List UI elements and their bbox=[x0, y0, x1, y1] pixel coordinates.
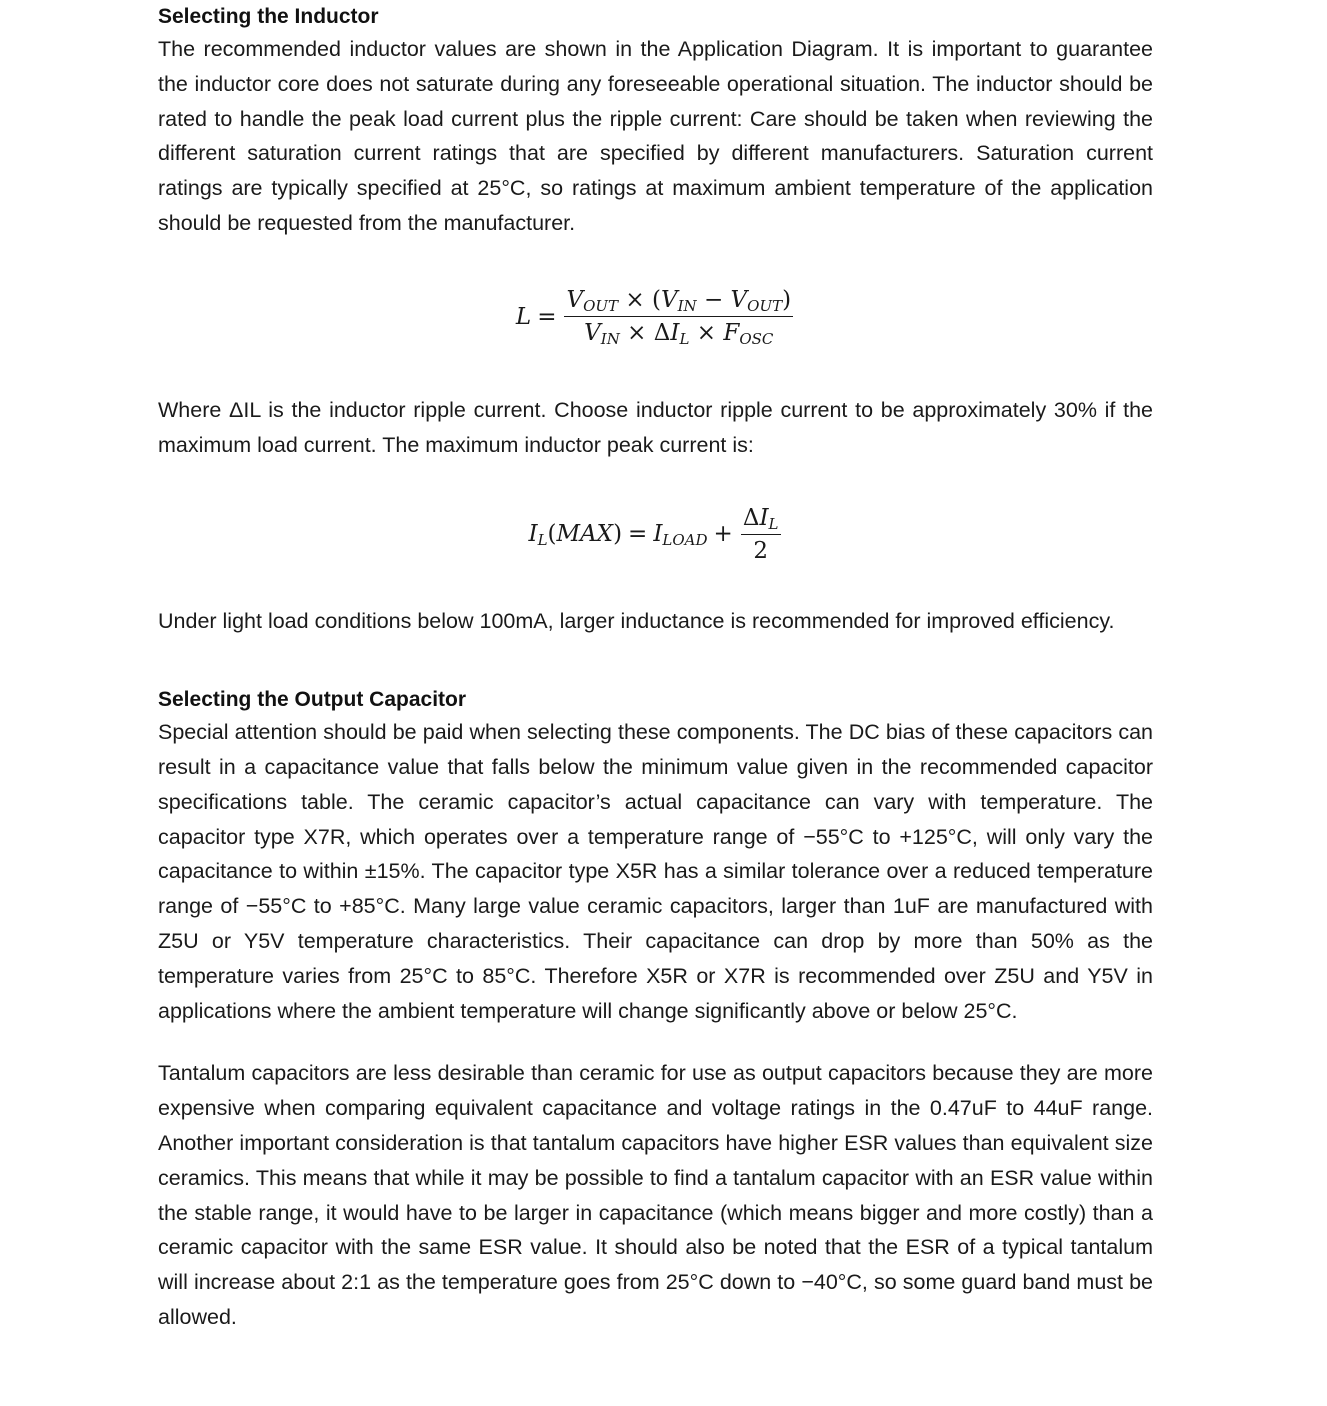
eq2-fraction bbox=[741, 505, 781, 564]
eq2-denominator: 2 bbox=[753, 537, 768, 564]
ripple-current-paragraph: Where ΔIL is the inductor ripple current. Choose inductor ripple current to be approximately 30% if the maximum load current. The maximum inductor peak current is: bbox=[158, 397, 1153, 457]
eq1-denominator: $V_{IN} \times \Delta I_L \times F_{OSC}$ bbox=[584, 320, 774, 349]
eq1-lhs: L bbox=[515, 303, 532, 330]
eq2-lhs: $I_L(MAX)$ bbox=[528, 521, 623, 550]
inductance-equation bbox=[158, 285, 1153, 349]
eq2-plus: + bbox=[713, 521, 733, 548]
capacitor-paragraph-1: Special attention should be paid when selecting these components. The DC bias of these capacitors can result in a capacitance value that falls below the minimum value given in the recommended capacitor specifications table. The ceramic capacitor’s actual capacitance can vary with temperature. The capacitor type X7R, which operates over a temperature range of −55°C to +125°C, will only vary the capacitance to within ±15%. The capacitor type X5R has a similar tolerance over a reduced temperature range of −55°C to +85°C. Many large value ceramic capacitors, larger than 1uF are manufactured with Z5U or Y5V temperature characteristics. Their capacitance can drop by more than 50% as the temperature varies from 25°C to 85°C. Therefore X5R or X7R is recommended over Z5U and Y5V in applications where the ambient temperature will change significantly above or below 25°C. bbox=[158, 720, 1153, 1023]
peak-current-equation bbox=[158, 502, 1153, 566]
light-load-paragraph: Under light load conditions below 100mA, larger inductance is recommended for improved efficiency. bbox=[158, 609, 1115, 634]
eq1-numerator: $V_{OUT} \times (V_{IN} - V_{OUT})$ bbox=[566, 287, 792, 316]
eq2-load-term: $I_{LOAD}$ bbox=[653, 521, 708, 550]
eq1-fraction bbox=[564, 287, 793, 349]
eq1-equals: = bbox=[537, 303, 557, 330]
inductor-intro-paragraph: The recommended inductor values are shown in the Application Diagram. It is important to guarantee the inductor core does not saturate during any foreseeable operational situation. The inductor should be rated to handle the peak load current plus the ripple current: Care should be taken when reviewing the different saturation current ratings that are specified by different manufacturers. Saturation current ratings are typically specified at 25°C, so ratings at maximum ambient temperature of the application should be requested from the manufacturer. bbox=[158, 37, 1153, 235]
eq2-numerator: $\Delta I_L$ bbox=[742, 504, 779, 533]
output-capacitor-heading: Selecting the Output Capacitor bbox=[158, 688, 467, 712]
eq2-equals: = bbox=[628, 521, 648, 548]
capacitor-paragraph-2: Tantalum capacitors are less desirable than ceramic for use as output capacitors because they are more expensive when comparing equivalent capacitance and voltage ratings in the 0.47uF to 44uF range. Another important consideration is that tantalum capacitors have higher ESR values than equivalent size ceramics. This means that while it may be possible to find a tantalum capacitor with an ESR value within the stable range, it would have to be larger in capacitance (which means bigger and more costly) than a ceramic capacitor with the same ESR value. It should also be noted that the ESR of a typical tantalum will increase about 2:1 as the temperature goes from 25°C down to −40°C, so some guard band must be allowed. bbox=[158, 1061, 1153, 1329]
document-page bbox=[158, 0, 1153, 1335]
inductor-heading: Selecting the Inductor bbox=[158, 5, 379, 28]
